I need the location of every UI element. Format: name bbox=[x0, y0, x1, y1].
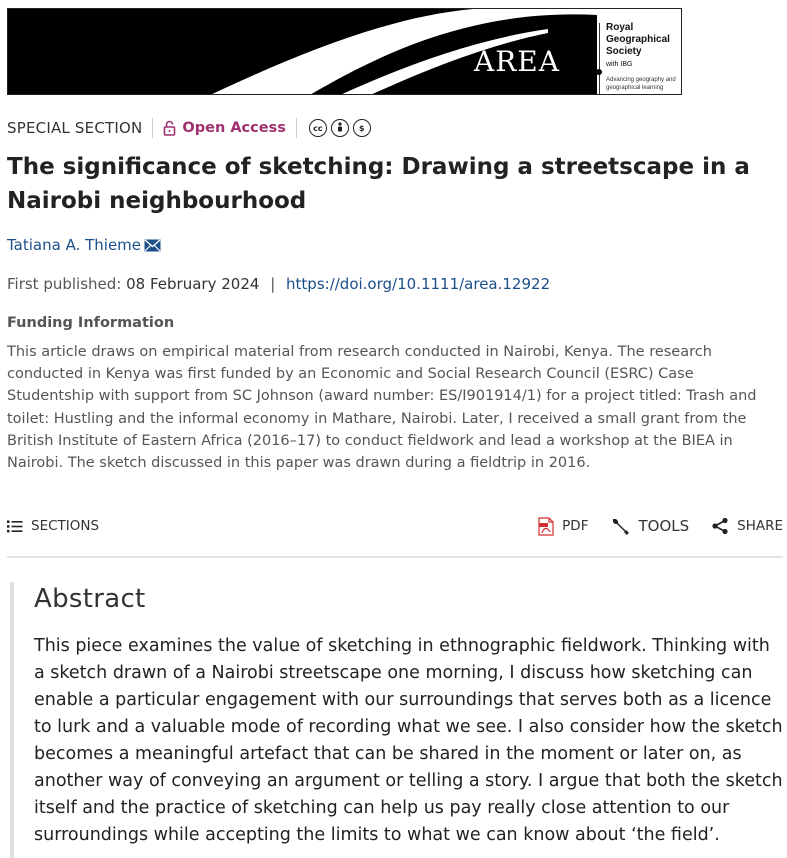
toolbar-divider bbox=[7, 556, 783, 558]
tools-label: TOOLS bbox=[638, 517, 690, 535]
society-tagline: Advancing geography and geographical learning bbox=[606, 77, 676, 91]
abstract-heading: Abstract bbox=[34, 584, 146, 614]
pdf-icon bbox=[538, 517, 554, 536]
article-meta-row bbox=[7, 116, 371, 140]
funding-text: This article draws on empirical material from research conducted in Nairobi, Kenya. The research conducted in Kenya was first funded by an Economic and Social Research Council (ESRC) Case Studentship with support from SC Johnson (award number: ES/I901914/1) for a project titled: Trash and toilet: Hustling and the informal economy in Mathare, Nairobi. Later, I received a small grant from the British Institute of Eastern Africa (2016–17) to conduct fieldwork and lead a workshop at the BIEA in Nairobi. The sketch discussed in this paper was drawn during a fieldtrip in 2016. bbox=[7, 344, 757, 472]
list-icon bbox=[7, 520, 23, 533]
cc-icon: cc bbox=[309, 119, 327, 137]
first-published-date: 08 February 2024 bbox=[126, 275, 260, 293]
section-label: SPECIAL SECTION bbox=[7, 119, 143, 137]
pdf-label: PDF bbox=[562, 518, 589, 534]
tools-button[interactable] bbox=[610, 516, 689, 536]
by-icon bbox=[331, 119, 349, 137]
article-toolbar bbox=[7, 514, 783, 538]
abstract-section bbox=[10, 582, 787, 858]
author-link[interactable] bbox=[7, 236, 161, 254]
nc-icon: $ bbox=[353, 119, 371, 137]
open-access-badge[interactable] bbox=[163, 120, 285, 136]
pdf-button[interactable] bbox=[538, 517, 588, 536]
journal-banner[interactable] bbox=[7, 8, 682, 95]
society-name: Royal Geographical Society bbox=[606, 22, 670, 57]
license-icons[interactable] bbox=[309, 119, 371, 137]
journal-title: AREA bbox=[474, 45, 560, 78]
society-dot bbox=[596, 69, 602, 75]
first-published-label: First published: bbox=[7, 275, 122, 293]
open-access-label: Open Access bbox=[182, 120, 286, 136]
publication-info bbox=[7, 275, 550, 293]
sections-label: SECTIONS bbox=[31, 518, 100, 534]
sections-button[interactable] bbox=[7, 518, 99, 534]
author-name: Tatiana A. Thieme bbox=[7, 236, 142, 254]
share-label: SHARE bbox=[737, 518, 783, 534]
open-lock-icon bbox=[163, 120, 176, 136]
society-logo bbox=[606, 22, 682, 70]
funding-heading: Funding Information bbox=[7, 315, 175, 331]
meta-divider bbox=[152, 118, 153, 138]
article-title: The significance of sketching: Drawing a streetscape in a Nairobi neighbourhood bbox=[7, 154, 750, 214]
banner-artwork bbox=[8, 9, 597, 95]
share-icon bbox=[711, 517, 729, 535]
society-sub: with IBG bbox=[606, 61, 633, 68]
abstract-text: This piece examines the value of sketching in ethnographic fieldwork. Thinking with a sketch drawn of a Nairobi streetscape one morning, I discuss how sketching can enable a particular engagement with our surroundings that serves both as a licence to lurk and a valuable mode of recording what we see. I also consider how the sketch becomes a meaningful artefact that can be shared in the moment or later on, as another way of conveying an argument or telling a story. I argue that both the sketch itself and the practice of sketching can help us pay really close attention to our surroundings while accepting the limits to what we can know about ‘the field’. bbox=[34, 636, 783, 845]
share-button[interactable] bbox=[711, 517, 783, 535]
wrench-icon bbox=[610, 516, 630, 536]
pub-separator: | bbox=[270, 275, 276, 293]
meta-divider bbox=[296, 118, 297, 138]
society-line bbox=[599, 23, 600, 95]
email-icon[interactable] bbox=[144, 239, 161, 252]
doi-link[interactable]: https://doi.org/10.1111/area.12922 bbox=[286, 275, 551, 293]
